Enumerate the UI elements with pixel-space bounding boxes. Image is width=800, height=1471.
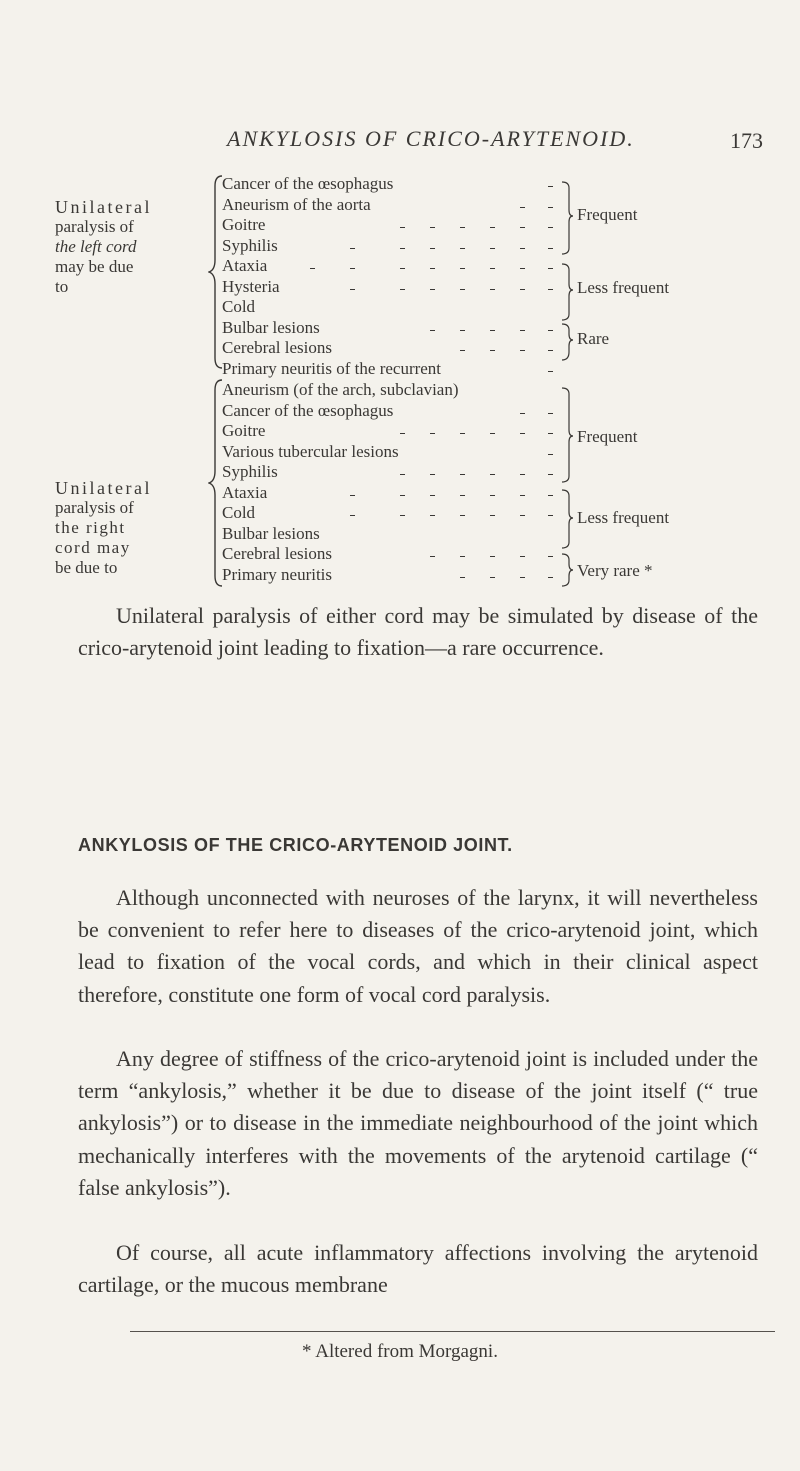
cause-item: Syphilis — [222, 462, 278, 481]
right-side-line: be due to — [55, 558, 118, 577]
cause-item: Ataxia — [222, 256, 268, 275]
paragraph-simulation: Unilateral paralysis of either cord may be simulated by disease of the crico-arytenoid joint leading to fixation—a rare occurrence. — [78, 603, 758, 661]
cause-item: Various tubercular lesions — [222, 441, 399, 461]
cause-item: Goitre — [222, 215, 266, 234]
cause-item: Ataxia — [222, 482, 268, 502]
right-group-very-rare: Very rare * — [577, 561, 653, 580]
paragraph-acute-affections: Of course, all acute inflammatory affections involving the arytenoid cartilage, or the mucous membrane — [78, 1240, 758, 1298]
left-group-rare: Rare — [577, 329, 610, 348]
running-head: ANKYLOSIS OF CRICO-ARYTENOID. — [227, 126, 635, 151]
cause-item: Cold — [222, 297, 256, 316]
right-side-line: paralysis of — [55, 498, 134, 517]
right-side-line: Unilateral — [55, 478, 152, 498]
cause-item: Aneurism of the aorta — [222, 194, 371, 214]
right-side-line: cord may — [55, 538, 131, 557]
right-group-frequent: Frequent — [577, 427, 638, 446]
left-group-less-frequent: Less frequent — [577, 278, 670, 297]
page-number: 173 — [730, 128, 763, 153]
cause-item: Primary neuritis — [222, 564, 333, 584]
cause-item: Cerebral lesions — [222, 338, 332, 357]
section-heading: ANKYLOSIS OF THE CRICO-ARYTENOID JOINT. — [78, 835, 513, 855]
cause-item: Cancer of the œsophagus — [222, 174, 394, 193]
dot-leader-marks — [0, 0, 800, 600]
cause-item: Syphilis — [222, 235, 278, 255]
left-side-line: Unilateral — [55, 197, 152, 217]
left-group-frequent: Frequent — [577, 205, 638, 224]
cause-item: Goitre — [222, 421, 266, 440]
paragraph-ankylosis-intro: Although unconnected with neuroses of the larynx, it will nevertheless be convenient to refer here to diseases of the crico-arytenoid joint, which lead to fixation of the vocal cords, and which in their clinical aspect therefore, constitute one form of vocal cord paralysis. — [78, 885, 758, 1007]
cause-item: Cancer of the œsophagus — [222, 400, 394, 420]
cause-item: Primary neuritis of the recurrent — [222, 358, 442, 378]
paragraph-ankylosis-definition: Any degree of stiffness of the crico-arytenoid joint is included under the term “ankylosis,” whether it be due to disease of the joint itself (“ true ankylosis”) or to disease in the immediate neighbourhood of the joint which mechanically interferes with the movements of the arytenoid cartilage (“ false ankylosis”). — [78, 1046, 758, 1200]
right-side-line: the right — [55, 518, 126, 537]
cause-item: Aneurism (of the arch, subclavian) — [222, 380, 459, 399]
cause-item: Bulbar lesions — [222, 523, 320, 543]
cause-item: Hysteria — [222, 276, 280, 296]
cause-item: Cerebral lesions — [222, 544, 332, 563]
cause-item: Cold — [222, 503, 256, 522]
left-side-line: paralysis of — [55, 217, 134, 236]
left-side-line: to — [55, 277, 69, 296]
footnote-rule — [130, 1331, 775, 1332]
left-side-line: the left cord — [55, 237, 137, 256]
cause-item: Bulbar lesions — [222, 317, 320, 337]
right-group-less-frequent: Less frequent — [577, 508, 670, 527]
left-side-line: may be due — [55, 257, 134, 276]
footnote: * Altered from Morgagni. — [302, 1341, 498, 1362]
